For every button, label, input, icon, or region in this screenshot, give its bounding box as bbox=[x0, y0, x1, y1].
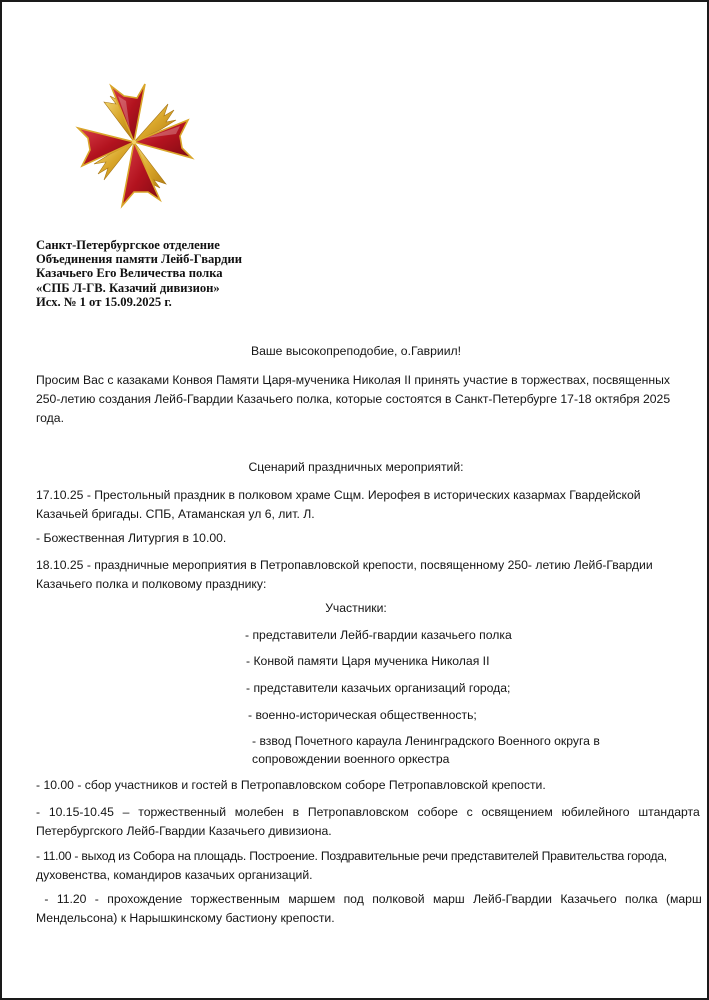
schedule-item bbox=[36, 890, 702, 928]
schedule-line: духовенства, командиров казачьих организаций. bbox=[36, 868, 313, 882]
intro-line: Просим Вас с казаками Конвоя Памяти Царя-мученика Николая II принять участие в торжествах, посвященных bbox=[36, 373, 670, 387]
participant-item: - представители казачьих организаций города; bbox=[246, 681, 511, 695]
schedule-line: Мендельсона) к Нарышкинскому бастиону крепости. bbox=[36, 911, 335, 925]
day1-paragraph bbox=[36, 486, 676, 524]
sender-line: Казачьего Его Величества полка bbox=[36, 266, 223, 281]
day2-paragraph bbox=[36, 556, 676, 594]
reference-number: Исх. № 1 от 15.09.2025 г. bbox=[36, 294, 172, 309]
participants-title: Участники: bbox=[325, 601, 387, 615]
sender-block bbox=[36, 238, 242, 309]
participant-item: - взвод Почетного караула Ленинградского Военного округа в bbox=[252, 734, 600, 748]
participant-item: сопровождении военного оркестра bbox=[252, 752, 450, 766]
sender-line: «СПБ Л-ГВ. Казачий дивизион» bbox=[36, 280, 220, 295]
schedule-line: - 11.00 - выход из Собора на площадь. Построение. Поздравительные речи представителей Правительства города, bbox=[36, 849, 667, 863]
schedule-line: - 11.20 - прохождение торжественным маршем под полковой марш Лейб-Гвардии Казачьего полка (марш bbox=[36, 892, 702, 906]
scenario-title: Сценарий праздничных мероприятий: bbox=[248, 460, 464, 474]
intro-line: 250-летию создания Лейб-Гвардии Казачьего полка, которые состоятся в Санкт-Петербурге 17-18 октября 2025 bbox=[36, 392, 671, 406]
schedule-line: Петербургского Лейб-Гвардии Казачьего дивизиона. bbox=[36, 824, 332, 838]
intro-line: года. bbox=[36, 411, 64, 425]
liturgy-line: - Божественная Литургия в 10.00. bbox=[36, 531, 227, 545]
schedule-line: - 10.15-10.45 – торжественный молебен в Петропавловском соборе с освящением юбилейного штандарта bbox=[36, 805, 700, 819]
schedule-item bbox=[36, 847, 676, 885]
participant-item: - Конвой памяти Царя мученика Николая II bbox=[246, 654, 490, 668]
sender-line: Санкт-Петербургское отделение bbox=[36, 238, 220, 252]
day1-line: Казачьей бригады. СПБ, Атаманская ул 6, лит. Л. bbox=[36, 507, 315, 521]
day1-line: 17.10.25 - Престольный праздник в полковом храме Сщм. Иерофея в исторических казармах Гвардейской bbox=[36, 488, 641, 502]
day2-line: Казачьего полка и полковому празднику: bbox=[36, 577, 267, 591]
salutation: Ваше высокопреподобие, о.Гавриил! bbox=[250, 344, 462, 358]
schedule-line: - 10.00 - сбор участников и гостей в Петропавловском соборе Петропавловской крепости. bbox=[36, 778, 546, 792]
maltese-cross-order-icon bbox=[64, 74, 204, 212]
sender-line: Объединения памяти Лейб-Гвардии bbox=[36, 252, 243, 267]
schedule-item bbox=[36, 803, 700, 841]
day2-line: 18.10.25 - праздничные мероприятия в Петропавловской крепости, посвященному 250- летию Лейб-Гвардии bbox=[36, 558, 653, 572]
schedule-item bbox=[36, 776, 676, 795]
intro-paragraph bbox=[36, 371, 676, 428]
participant-item: - представители Лейб-гвардии казачьего полка bbox=[245, 628, 512, 642]
participant-item: - военно-историческая общественность; bbox=[248, 708, 477, 722]
